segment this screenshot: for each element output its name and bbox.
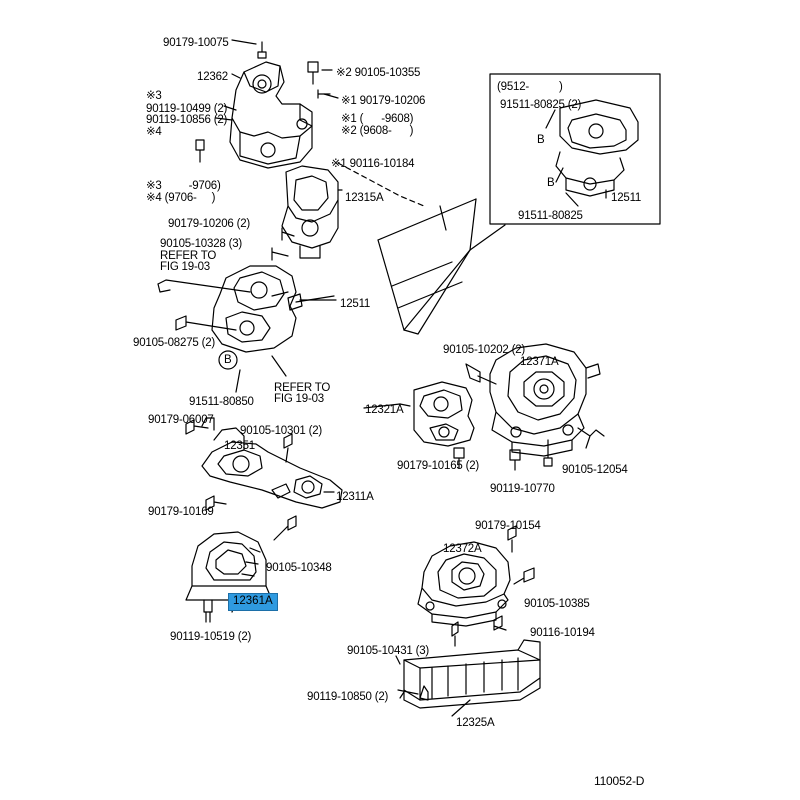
- callout-letter-b-inset-upper: B: [537, 134, 545, 146]
- label-note-1-range: ※1 ( -9608): [341, 113, 414, 125]
- label-12325A: 12325A: [456, 717, 495, 729]
- callout-letter-b-inset-lower: B: [547, 177, 555, 189]
- label-90105-10355: ※2 90105-10355: [336, 67, 421, 79]
- label-90105-10348: 90105-10348: [266, 562, 332, 574]
- label-12511-inset: 12511: [611, 192, 642, 204]
- label-90105-10328: 90105-10328 (3): [160, 238, 243, 250]
- label-90119-10770: 90119-10770: [490, 483, 555, 495]
- label-90105-10431: 90105-10431 (3): [347, 645, 430, 657]
- label-90179-06007: 90179-06007: [148, 414, 214, 426]
- label-note-4-lower: ※4 (9706- ): [146, 192, 216, 204]
- label-91511-80825-2: 91511-80825 (2): [500, 99, 582, 111]
- label-90179-10206-2: 90179-10206 (2): [168, 218, 251, 230]
- label-refer-to-1: REFER TO: [160, 250, 217, 262]
- label-90116-10194: 90116-10194: [530, 627, 595, 639]
- label-note-4-upper: ※4: [146, 126, 162, 138]
- label-90105-08275: 90105-08275 (2): [133, 337, 216, 349]
- label-90105-10385: 90105-10385: [524, 598, 590, 610]
- label-note-3-lower: ※3 -9706): [146, 180, 221, 192]
- label-12362: 12362: [197, 71, 228, 83]
- label-90119-10856: 90119-10856 (2): [146, 114, 228, 126]
- label-90105-12054: 90105-12054: [562, 464, 628, 476]
- label-12321A: 12321A: [365, 404, 404, 416]
- label-12372A: 12372A: [443, 543, 482, 555]
- label-date-range-9512: (9512- ): [497, 81, 563, 93]
- label-90179-10075: 90179-10075: [163, 37, 229, 49]
- label-12351: 12351: [224, 440, 255, 452]
- label-fig-19-03-2: FIG 19-03: [274, 393, 324, 405]
- label-90179-10154: 90179-10154: [475, 520, 541, 532]
- highlighted-part-12361A[interactable]: 12361A: [228, 593, 278, 611]
- label-12511-left: 12511: [340, 298, 371, 310]
- label-90179-10206-top: ※1 90179-10206: [341, 95, 426, 107]
- label-note-3-upper: ※3: [146, 90, 162, 102]
- label-90179-10165: 90179-10165 (2): [397, 460, 480, 472]
- label-90119-10850: 90119-10850 (2): [307, 691, 389, 703]
- label-90119-10519: 90119-10519 (2): [170, 631, 252, 643]
- label-90119-10499: 90119-10499 (2): [146, 103, 228, 115]
- label-90116-10184: ※1 90116-10184: [331, 158, 415, 170]
- label-12315A: 12315A: [345, 192, 384, 204]
- diagram-footer-code: 110052-D: [594, 774, 645, 788]
- callout-letter-b-left: B: [224, 354, 232, 366]
- label-fig-19-03-1: FIG 19-03: [160, 261, 210, 273]
- label-91511-80825: 91511-80825: [518, 210, 583, 222]
- label-90105-10202: 90105-10202 (2): [443, 344, 526, 356]
- label-12311A: 12311A: [336, 491, 374, 503]
- label-90105-10301: 90105-10301 (2): [240, 425, 323, 437]
- label-refer-to-2: REFER TO: [274, 382, 331, 394]
- label-91511-80850: 91511-80850: [189, 396, 254, 408]
- label-note-2-range: ※2 (9608- ): [341, 125, 414, 137]
- label-12371A: 12371A: [520, 356, 559, 368]
- label-90179-10169: 90179-10169: [148, 506, 214, 518]
